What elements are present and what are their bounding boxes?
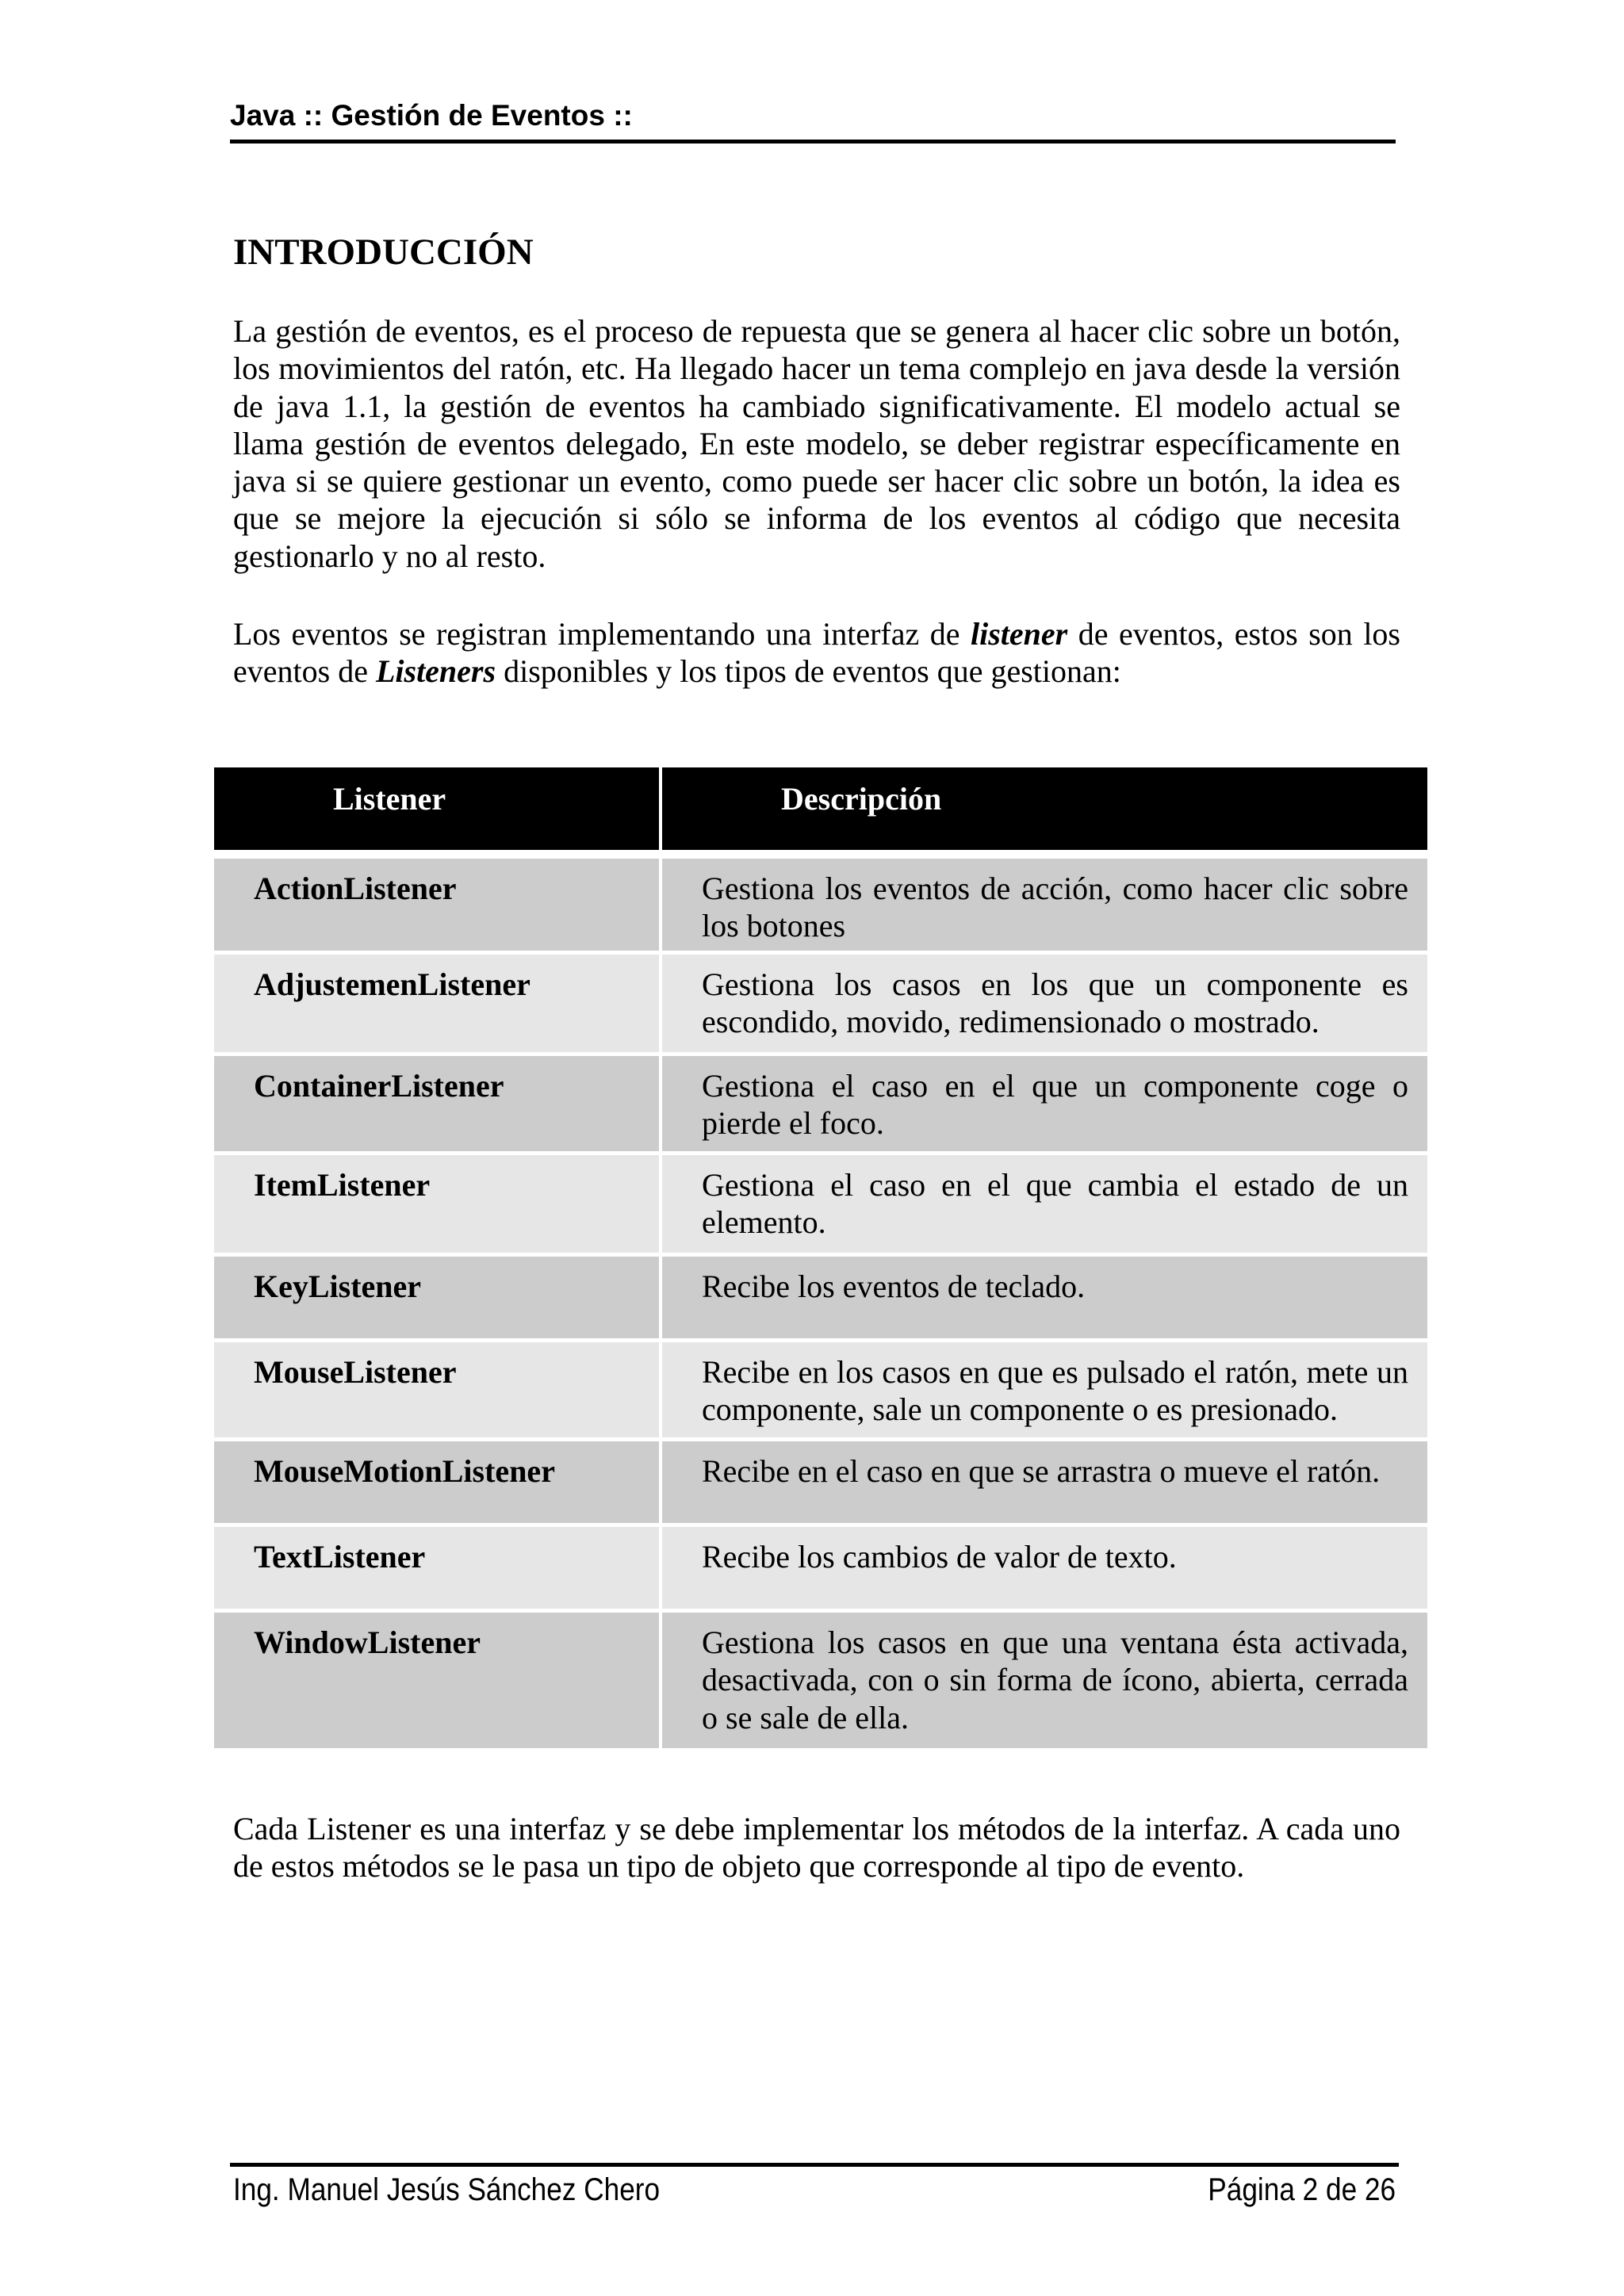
column-header-listener: Listener xyxy=(214,767,659,850)
page-title: INTRODUCCIÓN xyxy=(233,232,534,273)
emphasis-listeners: Listeners xyxy=(375,653,496,690)
footer-divider xyxy=(230,2163,1399,2167)
intro-paragraph: La gestión de eventos, es el proceso de repuesta que se genera al hacer clic sobre un botón, los movimientos del ratón, etc. Ha llegado hacer un tema complejo en java desde la versión de java 1.1, la gestión de eventos ha cambiado significativamente. El modelo actual se llama gestión de eventos delegado, En este modelo, se deber registrar específicamente en java si se quiere gestionar un evento, como puede ser hacer clic sobre un botón, la idea es que se mejore la ejecución si sólo se informa de los eventos al código que necesita gestionarlo y no al resto. xyxy=(233,313,1400,574)
listener-name: AdjustemenListener xyxy=(214,955,659,1052)
closing-paragraph: Cada Listener es una interfaz y se debe implementar los métodos de la interfaz. A cada uno de estos métodos se le pasa un tipo de objeto que corresponde al tipo de evento. xyxy=(233,1811,1400,1885)
listener-description: Recibe en los casos en que es pulsado el ratón, mete un componente, sale un componente o es presionado. xyxy=(662,1342,1427,1437)
listener-description: Gestiona el caso en el que un componente coge o pierde el foco. xyxy=(662,1056,1427,1151)
listener-name: MouseListener xyxy=(214,1342,659,1437)
text-segment: Los eventos se registran implementando una interfaz de xyxy=(233,616,971,652)
header-gap xyxy=(214,850,1427,859)
listener-name: KeyListener xyxy=(214,1257,659,1338)
page-number: Página 2 de 26 xyxy=(1208,2172,1396,2207)
listener-name: TextListener xyxy=(214,1527,659,1609)
listener-name: MouseMotionListener xyxy=(214,1441,659,1523)
column-header-description: Descripción xyxy=(662,767,1427,850)
listener-description: Recibe en el caso en que se arrastra o mueve el ratón. xyxy=(662,1441,1427,1523)
footer-author: Ing. Manuel Jesús Sánchez Chero xyxy=(233,2172,661,2207)
listener-name: ItemListener xyxy=(214,1155,659,1253)
listener-description: Recibe los eventos de teclado. xyxy=(662,1257,1427,1338)
emphasis-listener: listener xyxy=(971,616,1068,652)
listeners-table xyxy=(214,767,1427,1748)
listener-name: ContainerListener xyxy=(214,1056,659,1151)
text-segment: disponibles y los tipos de eventos que gestionan: xyxy=(496,653,1121,690)
listener-description: Gestiona los casos en que una ventana ésta activada, desactivada, con o sin forma de ícono, abierta, cerrada o se sale de ella. xyxy=(662,1613,1427,1748)
listener-description: Recibe los cambios de valor de texto. xyxy=(662,1527,1427,1609)
listeners-paragraph xyxy=(233,615,1400,691)
listener-name: ActionListener xyxy=(214,859,659,951)
listener-description: Gestiona los casos en los que un componente es escondido, movido, redimensionado o mostrado. xyxy=(662,955,1427,1052)
listener-name: WindowListener xyxy=(214,1613,659,1748)
listener-description: Gestiona el caso en el que cambia el estado de un elemento. xyxy=(662,1155,1427,1253)
listener-description: Gestiona los eventos de acción, como hacer clic sobre los botones xyxy=(662,859,1427,951)
text-segment: de eventos, estos son los eventos de xyxy=(233,616,1400,690)
page-header: Java :: Gestión de Eventos :: xyxy=(230,98,1396,144)
